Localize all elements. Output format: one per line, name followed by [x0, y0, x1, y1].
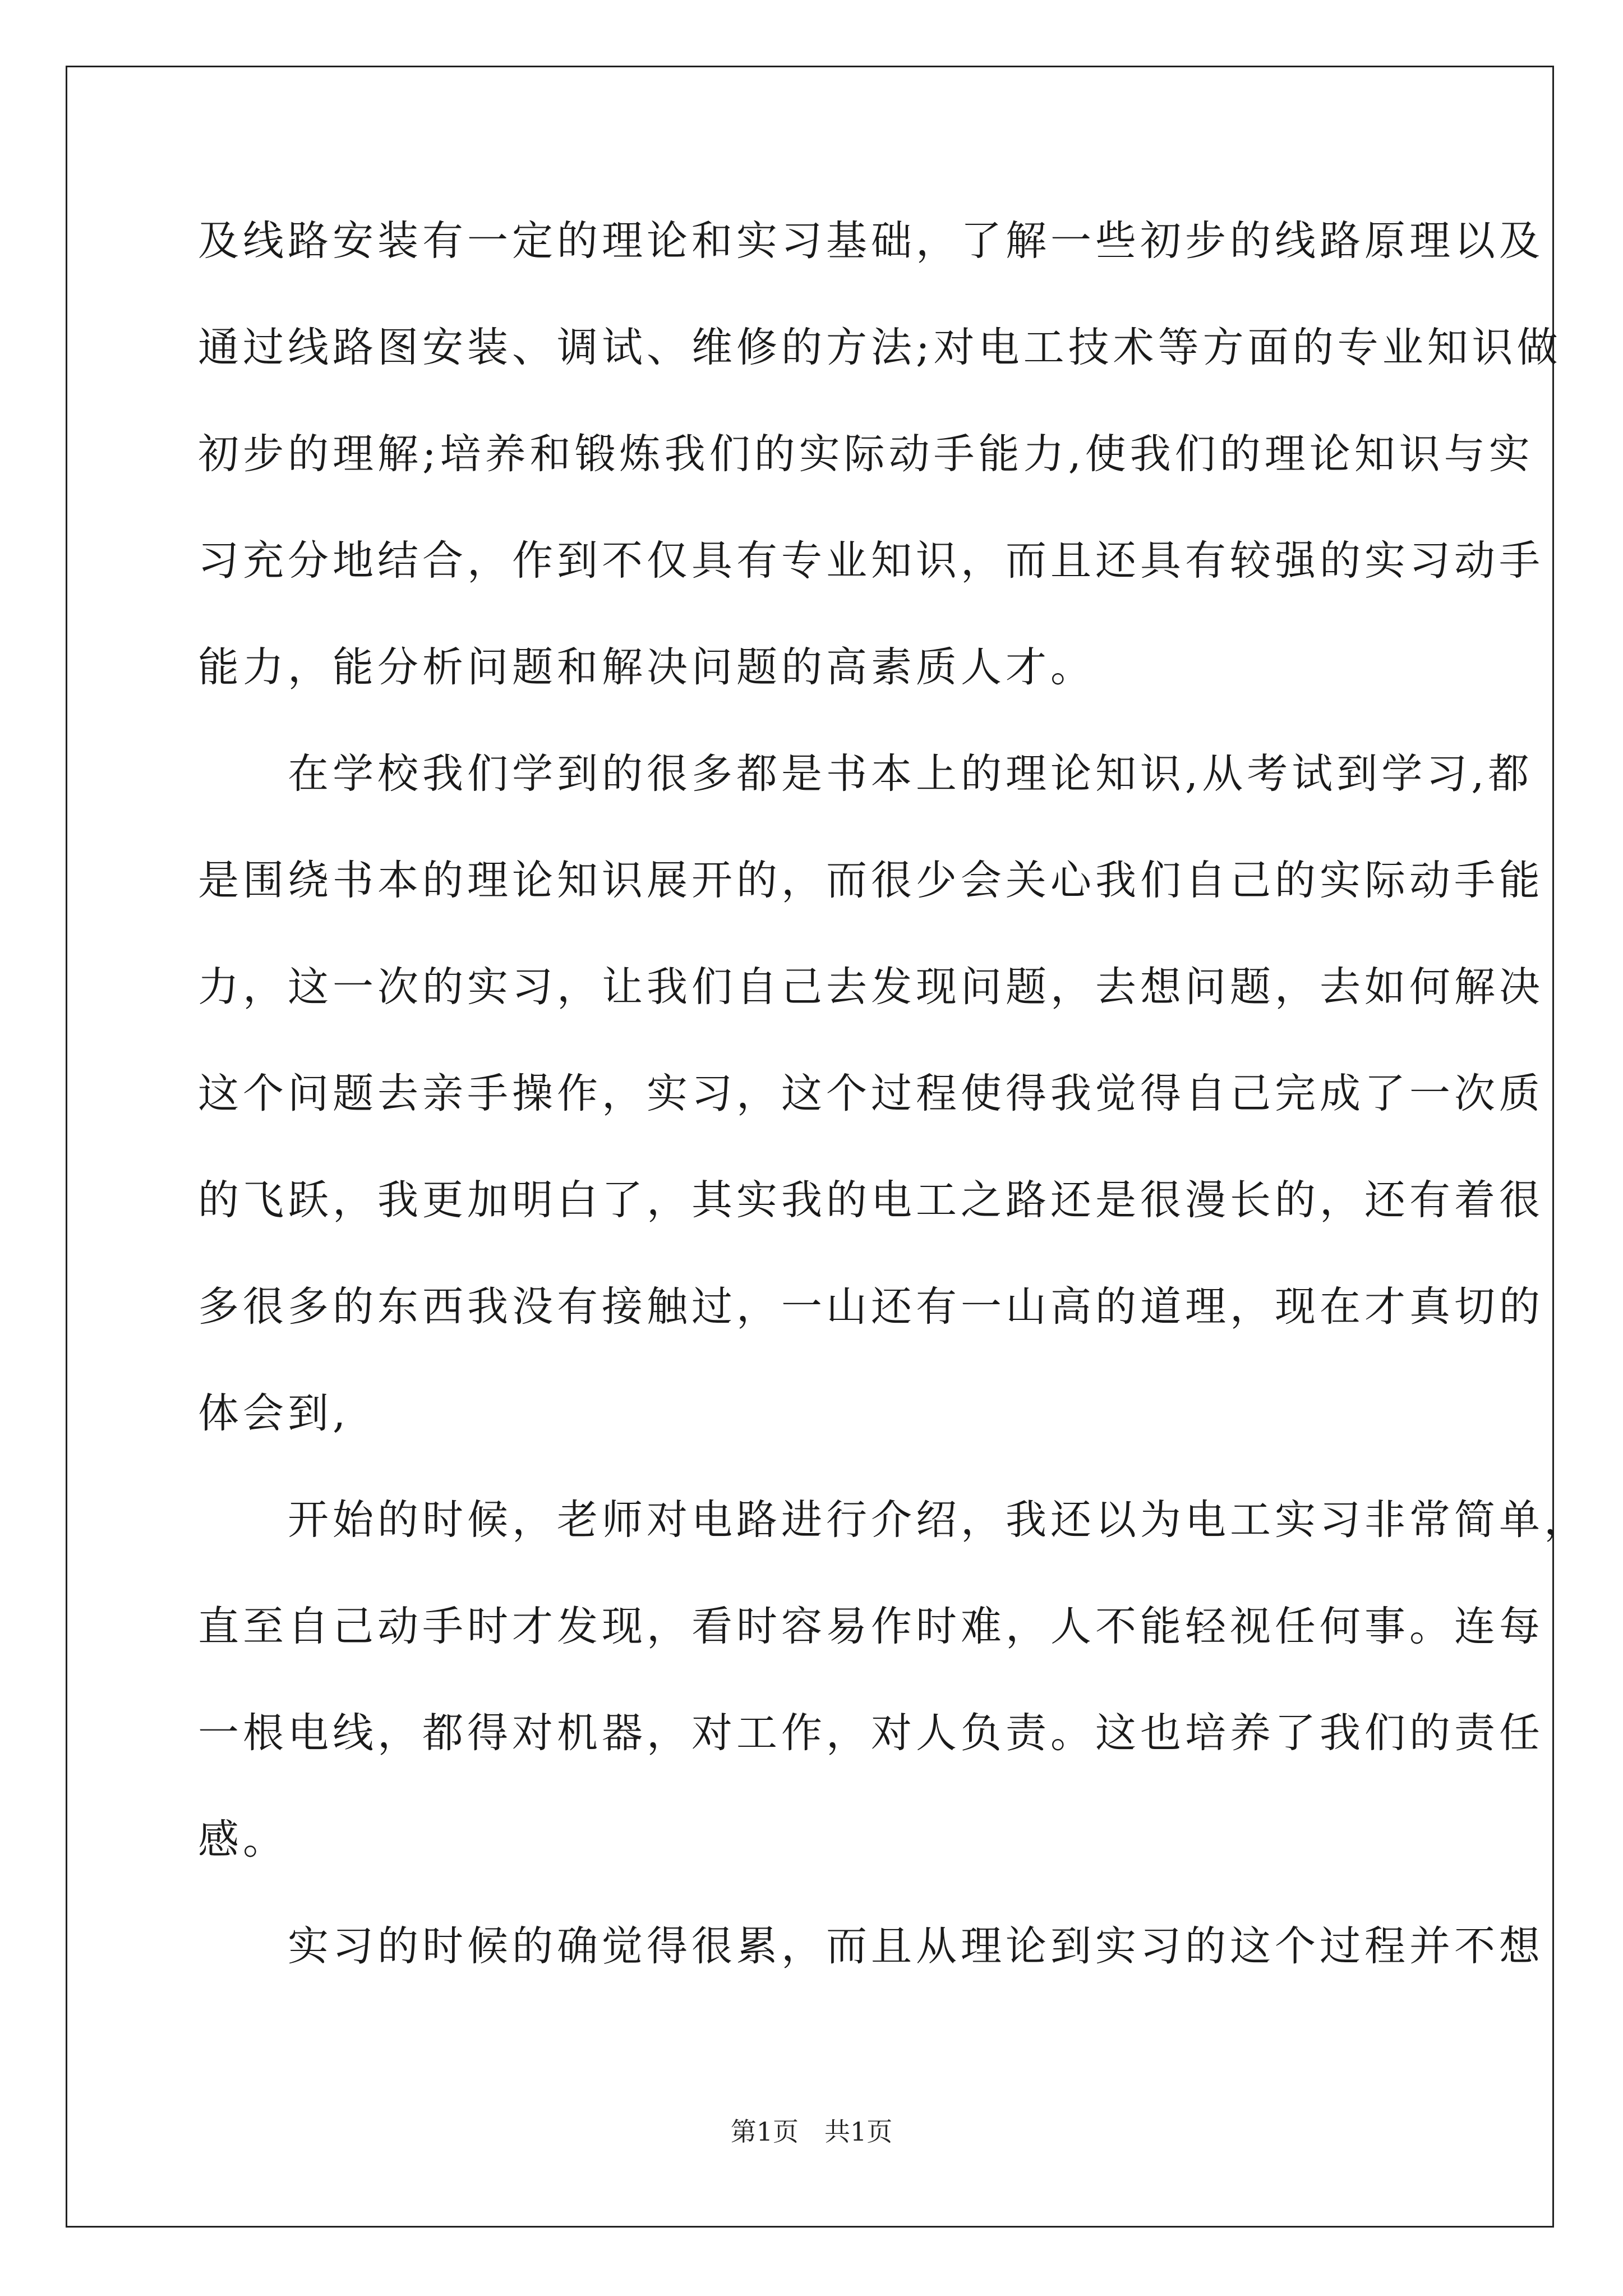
text-line: 的飞跃，我更加明白了，其实我的电工之路还是很漫长的，还有着很: [198, 1176, 1544, 1224]
text-line: 是围绕书本的理论知识展开的，而很少会关心我们自己的实际动手能: [198, 857, 1544, 904]
text-line: 一根电线，都得对机器，对工作，对人负责。这也培养了我们的责任: [198, 1709, 1544, 1757]
page-border: [66, 66, 1589, 2228]
text-line: 实习的时候的确觉得很累，而且从理论到实习的这个过程并不想: [198, 1922, 1544, 1970]
text-line: 多很多的东西我没有接触过，一山还有一山高的道理，现在才真切的: [198, 1283, 1544, 1331]
text-line: 力，这一次的实习，让我们自己去发现问题，去想问题，去如何解决: [198, 963, 1544, 1011]
text-line: 能力，能分析问题和解决问题的高素质人才。: [198, 643, 1095, 691]
text-line: 初步的理解;培养和锻炼我们的实际动手能力,使我们的理论知识与实: [198, 430, 1534, 478]
text-line: 及线路安装有一定的理论和实习基础，了解一些初步的线路原理以及: [198, 217, 1544, 265]
text-line: 感。: [198, 1816, 288, 1864]
page-footer: 第1页 共1页: [730, 2116, 893, 2147]
text-line: 体会到,: [198, 1389, 350, 1437]
text-line: 开始的时候，老师对电路进行介绍，我还以为电工实习非常简单，: [198, 1496, 1589, 1544]
text-line: 在学校我们学到的很多都是书本上的理论知识,从考试到学习,都: [198, 750, 1533, 798]
text-line: 通过线路图安装、调试、维修的方法;对电工技术等方面的专业知识做: [198, 324, 1562, 371]
text-line: 这个问题去亲手操作，实习，这个过程使得我觉得自己完成了一次质: [198, 1070, 1544, 1117]
text-line: 习充分地结合，作到不仅具有专业知识，而且还具有较强的实习动手: [198, 537, 1544, 585]
text-line: 直至自己动手时才发现，看时容易作时难，人不能轻视任何事。连每: [198, 1603, 1544, 1650]
